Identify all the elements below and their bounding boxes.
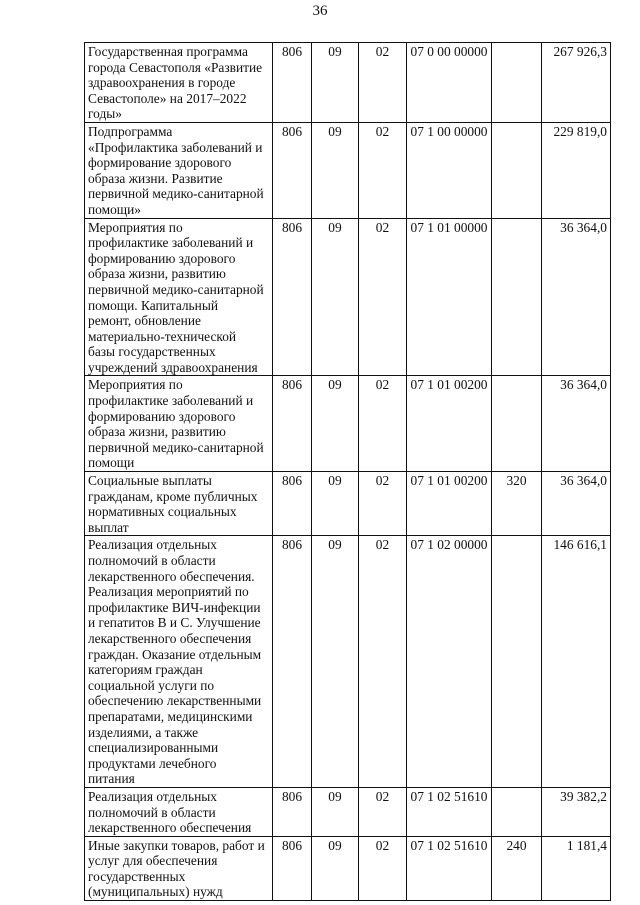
- item-name-line: Иные закупки товаров, работ и: [88, 837, 265, 853]
- item-name-line: профилактике ВИЧ-инфекции: [88, 599, 261, 615]
- item-name-line: образа жизни, развитию: [88, 424, 226, 440]
- cell-item-name: [85, 122, 273, 218]
- item-name-line: лекарственного обеспечения: [88, 630, 252, 646]
- table-row: [85, 122, 611, 218]
- cell-item-name: [85, 472, 273, 536]
- table-row: [85, 376, 611, 472]
- cell-grbs-code: 806: [273, 536, 312, 788]
- cell-subsection-code: 02: [359, 536, 407, 788]
- item-name-line: «Профилактика заболеваний и: [88, 139, 263, 155]
- item-name-line: Севастополе» на 2017–2022: [88, 90, 247, 106]
- item-name-line: и гепатитов В и С. Улучшение: [88, 615, 261, 631]
- cell-subsection-code: 02: [359, 836, 407, 900]
- item-name-line: изделиями, а также: [88, 724, 199, 740]
- table-row: [85, 43, 611, 123]
- cell-section-code: 09: [312, 836, 359, 900]
- item-name-line: первичной медико-санитарной: [88, 281, 264, 297]
- item-name-line: помощи: [88, 455, 135, 471]
- cell-target-article-code: 07 0 00 00000: [407, 43, 492, 123]
- cell-grbs-code: 806: [273, 122, 312, 218]
- item-name-line: Мероприятия по: [88, 377, 183, 393]
- item-name-line: нормативных социальных: [88, 504, 237, 520]
- cell-expense-type-code: [492, 376, 542, 472]
- page-number: 36: [312, 3, 328, 19]
- item-name-line: выплат: [88, 519, 129, 535]
- item-name-line: (муниципальных) нужд: [88, 884, 223, 900]
- budget-table-body: [85, 43, 611, 901]
- cell-subsection-code: 02: [359, 376, 407, 472]
- item-name-line: препаратами, медицинскими: [88, 708, 253, 724]
- item-name-line: профилактике заболеваний и: [88, 393, 254, 409]
- item-name-line: города Севастополя «Развитие: [88, 59, 263, 75]
- cell-grbs-code: 806: [273, 836, 312, 900]
- cell-grbs-code: 806: [273, 376, 312, 472]
- cell-amount: 36 364,0: [542, 376, 611, 472]
- item-name-line: Подпрограмма: [88, 123, 173, 139]
- cell-target-article-code: 07 1 01 00000: [407, 218, 492, 376]
- cell-subsection-code: 02: [359, 787, 407, 836]
- cell-expense-type-code: [492, 122, 542, 218]
- cell-grbs-code: 806: [273, 472, 312, 536]
- cell-expense-type-code: [492, 43, 542, 123]
- cell-item-name: [85, 787, 273, 836]
- cell-expense-type-code: [492, 787, 542, 836]
- item-name-line: Реализация мероприятий по: [88, 584, 249, 600]
- item-name-line: ремонт, обновление: [88, 313, 201, 329]
- item-name-line: лекарственного обеспечения: [88, 820, 252, 836]
- item-name-line: годы»: [88, 106, 122, 122]
- table-row: [85, 472, 611, 536]
- cell-grbs-code: 806: [273, 43, 312, 123]
- cell-expense-type-code: 320: [492, 472, 542, 536]
- item-name-line: формированию здорового: [88, 408, 236, 424]
- item-name-line: услуг для обеспечения: [88, 853, 218, 869]
- item-name-line: гражданам, кроме публичных: [88, 488, 258, 504]
- item-name-line: первичной медико-санитарной: [88, 186, 264, 202]
- cell-item-name: [85, 836, 273, 900]
- cell-item-name: [85, 376, 273, 472]
- cell-expense-type-code: 240: [492, 836, 542, 900]
- item-name-line: государственных: [88, 868, 186, 884]
- item-name-line: лекарственного обеспечения.: [88, 568, 255, 584]
- item-name-line: специализированными: [88, 740, 219, 756]
- table-row: [85, 218, 611, 376]
- item-name-line: образа жизни. Развитие: [88, 170, 223, 186]
- cell-grbs-code: 806: [273, 787, 312, 836]
- cell-expense-type-code: [492, 218, 542, 376]
- table-row: [85, 836, 611, 900]
- cell-amount: 146 616,1: [542, 536, 611, 788]
- item-name-line: Реализация отдельных: [88, 788, 217, 804]
- item-name-line: продуктами лечебного: [88, 755, 217, 771]
- cell-section-code: 09: [312, 122, 359, 218]
- item-name-line: обеспечению лекарственными: [88, 693, 262, 709]
- item-name-line: формирование здорового: [88, 155, 232, 171]
- item-name-line: первичной медико-санитарной: [88, 439, 264, 455]
- cell-expense-type-code: [492, 536, 542, 788]
- cell-subsection-code: 02: [359, 472, 407, 536]
- cell-target-article-code: 07 1 02 51610: [407, 836, 492, 900]
- cell-target-article-code: 07 1 01 00200: [407, 472, 492, 536]
- item-name-line: формированию здорового: [88, 250, 236, 266]
- item-name-line: Мероприятия по: [88, 219, 183, 235]
- item-name-line: учреждений здравоохранения: [88, 359, 258, 375]
- cell-amount: 39 382,2: [542, 787, 611, 836]
- item-name-line: здравоохранения в городе: [88, 75, 236, 91]
- cell-amount: 267 926,3: [542, 43, 611, 123]
- table-row: [85, 787, 611, 836]
- budget-table: [84, 42, 611, 901]
- cell-item-name: [85, 536, 273, 788]
- item-name-line: социальной услуги по: [88, 677, 215, 693]
- cell-amount: 1 181,4: [542, 836, 611, 900]
- cell-amount: 36 364,0: [542, 472, 611, 536]
- cell-section-code: 09: [312, 376, 359, 472]
- cell-subsection-code: 02: [359, 122, 407, 218]
- item-name-line: материально-технической: [88, 328, 237, 344]
- item-name-line: базы государственных: [88, 344, 216, 360]
- cell-amount: 36 364,0: [542, 218, 611, 376]
- item-name-line: полномочий в области: [88, 553, 216, 568]
- item-name-line: помощи»: [88, 201, 141, 217]
- cell-section-code: 09: [312, 218, 359, 376]
- cell-item-name: [85, 43, 273, 123]
- cell-target-article-code: 07 1 00 00000: [407, 122, 492, 218]
- cell-target-article-code: 07 1 02 51610: [407, 787, 492, 836]
- cell-target-article-code: 07 1 01 00200: [407, 376, 492, 472]
- item-name-line: Государственная программа: [88, 44, 248, 59]
- item-name-line: граждан. Оказание отдельным: [88, 646, 262, 662]
- item-name-line: Реализация отдельных: [88, 537, 217, 553]
- item-name-line: помощи. Капитальный: [88, 297, 218, 313]
- cell-target-article-code: 07 1 02 00000: [407, 536, 492, 788]
- table-row: [85, 536, 611, 788]
- item-name-line: полномочий в области: [88, 804, 216, 820]
- item-name-line: образа жизни, развитию: [88, 266, 226, 282]
- cell-section-code: 09: [312, 472, 359, 536]
- cell-grbs-code: 806: [273, 218, 312, 376]
- cell-subsection-code: 02: [359, 218, 407, 376]
- item-name-line: питания: [88, 771, 135, 787]
- cell-item-name: [85, 218, 273, 376]
- cell-amount: 229 819,0: [542, 122, 611, 218]
- cell-section-code: 09: [312, 536, 359, 788]
- cell-subsection-code: 02: [359, 43, 407, 123]
- item-name-line: категориям граждан: [88, 662, 203, 678]
- cell-section-code: 09: [312, 787, 359, 836]
- item-name-line: Социальные выплаты: [88, 473, 212, 489]
- cell-section-code: 09: [312, 43, 359, 123]
- item-name-line: профилактике заболеваний и: [88, 235, 254, 251]
